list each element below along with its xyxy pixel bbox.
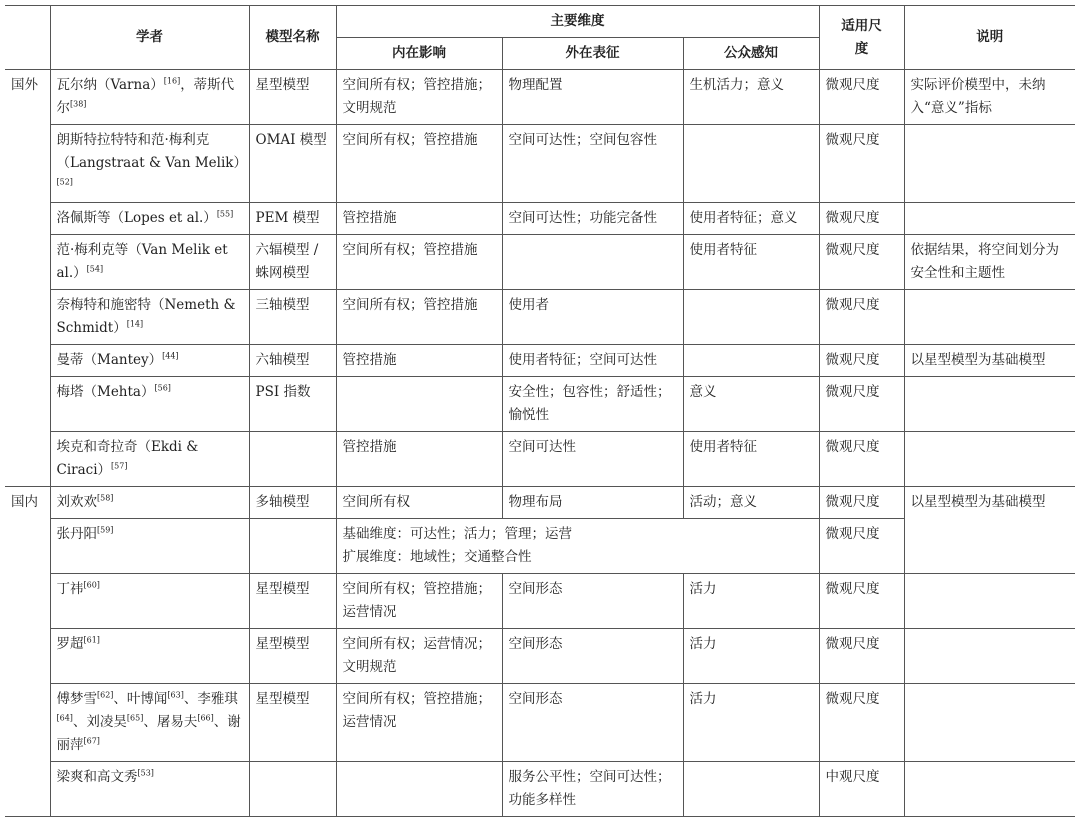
- table-cell-scale: 微观尺度: [819, 203, 904, 235]
- header-region: [5, 6, 50, 70]
- table-cell-external: 空间可达性: [502, 432, 683, 487]
- table-cell-scale: 微观尺度: [819, 684, 904, 762]
- table-cell-model: 星型模型: [249, 574, 336, 629]
- table-cell-scholar: 范·梅利克等（Van Melik et al.）[54]: [50, 235, 249, 290]
- table-cell-external: 使用者特征；空间可达性: [502, 345, 683, 377]
- table-cell-external: 物理配置: [502, 70, 683, 125]
- table-cell-public: 活力: [683, 684, 819, 762]
- table-cell-scholar: 刘欢欢[58]: [50, 487, 249, 519]
- table-cell-model: 星型模型: [249, 629, 336, 684]
- table-cell-internal: 空间所有权；管控措施: [336, 125, 502, 203]
- table-cell-note: 以星型模型为基础模型: [904, 487, 1075, 574]
- table-cell-scale: 中观尺度: [819, 762, 904, 817]
- table-cell-external: 空间形态: [502, 629, 683, 684]
- table-cell-merged-dimensions: [336, 519, 819, 574]
- table-cell-public: [683, 290, 819, 345]
- table-cell-scholar: 奈梅特和施密特（Nemeth & Schmidt）[14]: [50, 290, 249, 345]
- header-public: 公众感知: [683, 38, 819, 70]
- table-cell-model: PEM 模型: [249, 203, 336, 235]
- table-cell-external: 使用者: [502, 290, 683, 345]
- table-cell-external: 空间形态: [502, 684, 683, 762]
- table-cell-public: [683, 345, 819, 377]
- table-cell-scholar: 朗斯特拉特特和范·梅利克（Langstraat & Van Melik）[52]: [50, 125, 249, 203]
- table-cell-scholar: 梁爽和高文秀[53]: [50, 762, 249, 817]
- table-cell-internal: 管控措施: [336, 432, 502, 487]
- table-cell-scale: 微观尺度: [819, 70, 904, 125]
- table-cell-scale: 微观尺度: [819, 432, 904, 487]
- table-cell-external: 物理布局: [502, 487, 683, 519]
- header-scale: [819, 6, 904, 70]
- table-cell-scholar: 梅塔（Mehta）[56]: [50, 377, 249, 432]
- table-cell-internal: [336, 377, 502, 432]
- table-cell-public: 活动；意义: [683, 487, 819, 519]
- table-cell-model: 六辐模型 / 蛛网模型: [249, 235, 336, 290]
- table-cell-public: 活力: [683, 629, 819, 684]
- merged-line-2: 扩展维度：地域性；交通整合性: [342, 549, 532, 565]
- table-cell-public: 使用者特征: [683, 235, 819, 290]
- table-cell-model: 六轴模型: [249, 345, 336, 377]
- table-cell-internal: 空间所有权；管控措施；文明规范: [336, 70, 502, 125]
- table-cell-note: [904, 290, 1075, 345]
- table-cell-note: [904, 125, 1075, 203]
- header-scholar: 学者: [50, 6, 249, 70]
- table-cell-scale: 微观尺度: [819, 235, 904, 290]
- table-cell-scholar: 傅梦雪[62]、叶博闻[63]、李雅琪[64]、刘凌昊[65]、屠易夫[66]、谢丽萍[67]: [50, 684, 249, 762]
- table-cell-public: 使用者特征: [683, 432, 819, 487]
- table-cell-note: [904, 203, 1075, 235]
- table-cell-scholar: 罗超[61]: [50, 629, 249, 684]
- table-cell-note: [904, 684, 1075, 762]
- table-cell-internal: 空间所有权；管控措施: [336, 235, 502, 290]
- table-cell-note: [904, 432, 1075, 487]
- table-cell-scholar: 瓦尔纳（Varna）[16]，蒂斯代尔[38]: [50, 70, 249, 125]
- table-cell-internal: 空间所有权；管控措施: [336, 290, 502, 345]
- table-cell-scale: 微观尺度: [819, 345, 904, 377]
- table-cell-model: 星型模型: [249, 70, 336, 125]
- table-cell-scale: 微观尺度: [819, 290, 904, 345]
- table-cell-internal: 空间所有权；运营情况；文明规范: [336, 629, 502, 684]
- table-cell-scale: 微观尺度: [819, 574, 904, 629]
- table-cell-scale: 微观尺度: [819, 519, 904, 574]
- table-cell-note: [904, 629, 1075, 684]
- table-cell-external: 空间可达性；空间包容性: [502, 125, 683, 203]
- header-model-name: 模型名称: [249, 6, 336, 70]
- table-cell-model: [249, 432, 336, 487]
- region-foreign: 国外: [5, 70, 50, 487]
- table-cell-note: 以星型模型为基础模型: [904, 345, 1075, 377]
- table-cell-note: [904, 762, 1075, 817]
- table-cell-scale: 微观尺度: [819, 629, 904, 684]
- table-cell-internal: 管控措施: [336, 345, 502, 377]
- table-cell-external: 服务公平性；空间可达性；功能多样性: [502, 762, 683, 817]
- table-cell-internal: [336, 762, 502, 817]
- table-cell-scholar: 丁祎[60]: [50, 574, 249, 629]
- table-cell-public: 活力: [683, 574, 819, 629]
- table-cell-public: 意义: [683, 377, 819, 432]
- table-cell-scholar: 曼蒂（Mantey）[44]: [50, 345, 249, 377]
- region-domestic: 国内: [5, 487, 50, 817]
- table-cell-note: [904, 574, 1075, 629]
- table-cell-external: [502, 235, 683, 290]
- table-cell-external: 空间可达性；功能完备性: [502, 203, 683, 235]
- header-internal: 内在影响: [336, 38, 502, 70]
- header-external: 外在表征: [502, 38, 683, 70]
- table-cell-public: 生机活力；意义: [683, 70, 819, 125]
- table-cell-internal: 空间所有权: [336, 487, 502, 519]
- header-scale-text: 适用尺度: [841, 17, 882, 57]
- table-cell-public: [683, 125, 819, 203]
- table-cell-note: [904, 377, 1075, 432]
- research-comparison-table: [5, 5, 1075, 817]
- table-cell-internal: 空间所有权；管控措施；运营情况: [336, 684, 502, 762]
- table-cell-model: 星型模型: [249, 684, 336, 762]
- table-cell-public: 使用者特征；意义: [683, 203, 819, 235]
- merged-line-1: 基础维度：可达性；活力；管理；运营: [342, 526, 572, 542]
- table-cell-internal: 管控措施: [336, 203, 502, 235]
- table-cell-note: 依据结果，将空间划分为安全性和主题性: [904, 235, 1075, 290]
- table-cell-note: 实际评价模型中，未纳入“意义”指标: [904, 70, 1075, 125]
- table-cell-scholar: 洛佩斯等（Lopes et al.）[55]: [50, 203, 249, 235]
- table-cell-scale: 微观尺度: [819, 125, 904, 203]
- table-cell-scholar: 张丹阳[59]: [50, 519, 249, 574]
- table-cell-model: PSI 指数: [249, 377, 336, 432]
- table-cell-model: 多轴模型: [249, 487, 336, 519]
- table-cell-internal: 空间所有权；管控措施；运营情况: [336, 574, 502, 629]
- table-cell-scale: 微观尺度: [819, 377, 904, 432]
- header-note: 说明: [904, 6, 1075, 70]
- header-main-dimensions: 主要维度: [336, 6, 819, 38]
- table-cell-model: [249, 762, 336, 817]
- table-cell-public: [683, 762, 819, 817]
- table-cell-external: 空间形态: [502, 574, 683, 629]
- table-cell-scholar: 埃克和奇拉奇（Ekdi & Ciraci）[57]: [50, 432, 249, 487]
- table-cell-external: 安全性；包容性；舒适性；愉悦性: [502, 377, 683, 432]
- table-cell-model: OMAI 模型: [249, 125, 336, 203]
- table-cell-model: [249, 519, 336, 574]
- table-cell-scale: 微观尺度: [819, 487, 904, 519]
- table-cell-model: 三轴模型: [249, 290, 336, 345]
